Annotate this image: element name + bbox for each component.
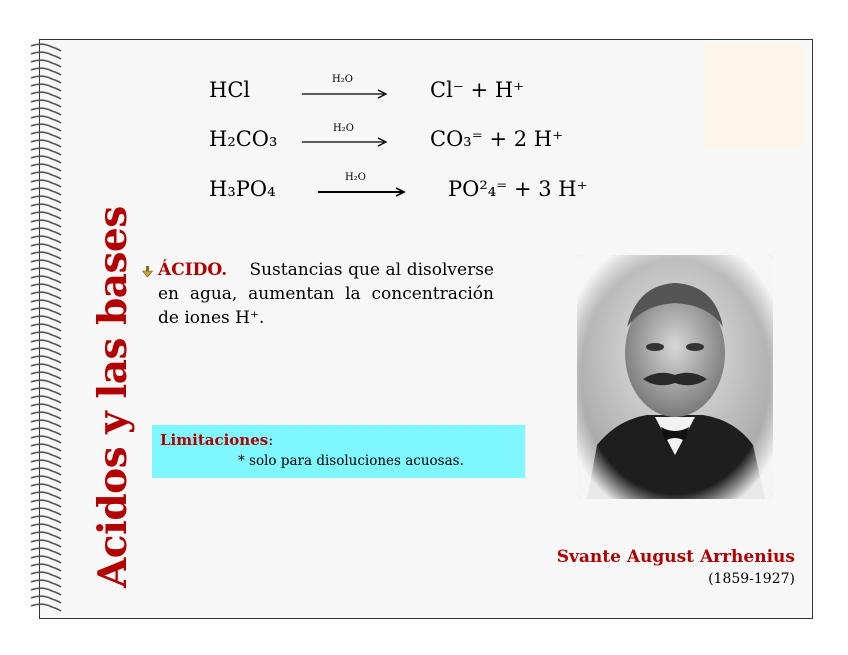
spiral-coil [31,300,61,307]
spiral-coil [31,236,61,243]
equation-2-reactant: H₂CO₃ [209,127,278,151]
spiral-coil [31,468,61,475]
spiral-coil [31,340,61,347]
equation-3-condition: H₂O [345,172,366,183]
spiral-coil [31,596,61,603]
spiral-coil [31,556,61,563]
spiral-coil [31,580,61,587]
spiral-coil [31,268,61,275]
spiral-coil [31,84,61,91]
spiral-coil [31,260,61,267]
spiral-coil [31,348,61,355]
spiral-coil [31,420,61,427]
spiral-coil [31,452,61,459]
spiral-coil [31,140,61,147]
spiral-coil [31,52,61,59]
spiral-coil [31,516,61,523]
spiral-coil [31,412,61,419]
spiral-coil [31,172,61,179]
spiral-coil [31,548,61,555]
spiral-coil [31,76,61,83]
spiral-coil [31,364,61,371]
definition-text: Sustancias que al disolverse en agua, aumentan la concentración de iones H⁺. [158,260,494,328]
spiral-coil [31,196,61,203]
spiral-coil [31,180,61,187]
equation-2-products: CO₃⁼ + 2 H⁺ [430,127,564,151]
limitations-label-row [160,431,273,449]
spiral-coil [31,228,61,235]
spiral-coil [31,68,61,75]
spiral-coil [31,524,61,531]
equation-1-reactant: HCl [209,78,251,102]
spiral-coil [31,324,61,331]
spiral-coil [31,492,61,499]
spiral-coil [31,500,61,507]
arrhenius-portrait [577,255,773,499]
spiral-coil [31,100,61,107]
spiral-coil [31,252,61,259]
spiral-coil [31,404,61,411]
spiral-coil [31,460,61,467]
spiral-coil [31,148,61,155]
spiral-coil [31,356,61,363]
spiral-coil [31,308,61,315]
spiral-coil [31,428,61,435]
spiral-coil [31,92,61,99]
spiral-coil [31,244,61,251]
spiral-coil [31,132,61,139]
spiral-coil [31,204,61,211]
equation-1-condition: H₂O [332,74,353,85]
spiral-coil [31,276,61,283]
spiral-coil [31,564,61,571]
spiral-coil [31,284,61,291]
spiral-coil [31,164,61,171]
spiral-coil [31,532,61,539]
spiral-coil [31,508,61,515]
spiral-coil [31,444,61,451]
equation-1-arrow-icon [300,88,390,100]
limitations-label: Limitaciones [160,431,269,449]
spiral-coil [31,588,61,595]
equation-3-reactant: H₃PO₄ [209,177,276,201]
spiral-coil [31,380,61,387]
spiral-coil [31,116,61,123]
spiral-coil [31,212,61,219]
spiral-coil [31,388,61,395]
portrait-caption-name: Svante August Arrhenius [556,547,795,567]
spiral-coil [31,332,61,339]
spiral-coil [31,188,61,195]
spiral-coil [31,316,61,323]
spiral-coil [31,476,61,483]
spiral-binding-icon [28,42,68,617]
spiral-coil [31,220,61,227]
spiral-coil [31,60,61,67]
corner-decoration [703,44,805,148]
equation-2-arrow-icon [300,136,390,148]
spiral-coil [31,124,61,131]
spiral-coil [31,604,61,611]
spiral-coil [31,108,61,115]
limitations-box [152,425,525,478]
equation-3-products: PO²₄⁼ + 3 H⁺ [448,177,588,201]
slide-title: Acidos y las bases [90,206,136,588]
spiral-coil [31,292,61,299]
portrait-caption-years: (1859-1927) [708,571,795,587]
acid-definition [158,258,494,330]
equation-1-products: Cl⁻ + H⁺ [430,78,525,102]
limitations-colon: : [268,431,274,449]
spiral-coil [31,44,61,51]
spiral-coil [31,372,61,379]
spiral-coil [31,572,61,579]
equation-3-arrow-icon [316,186,408,198]
definition-term: ÁCIDO. [158,260,228,280]
spiral-coil [31,484,61,491]
spiral-coil [31,436,61,443]
spiral-coil [31,156,61,163]
limitations-text: * solo para disoluciones acuosas. [238,453,464,469]
arrow-down-bullet-icon [142,266,153,278]
spiral-coil [31,396,61,403]
spiral-coil [31,540,61,547]
equation-2-condition: H₂O [333,123,354,134]
